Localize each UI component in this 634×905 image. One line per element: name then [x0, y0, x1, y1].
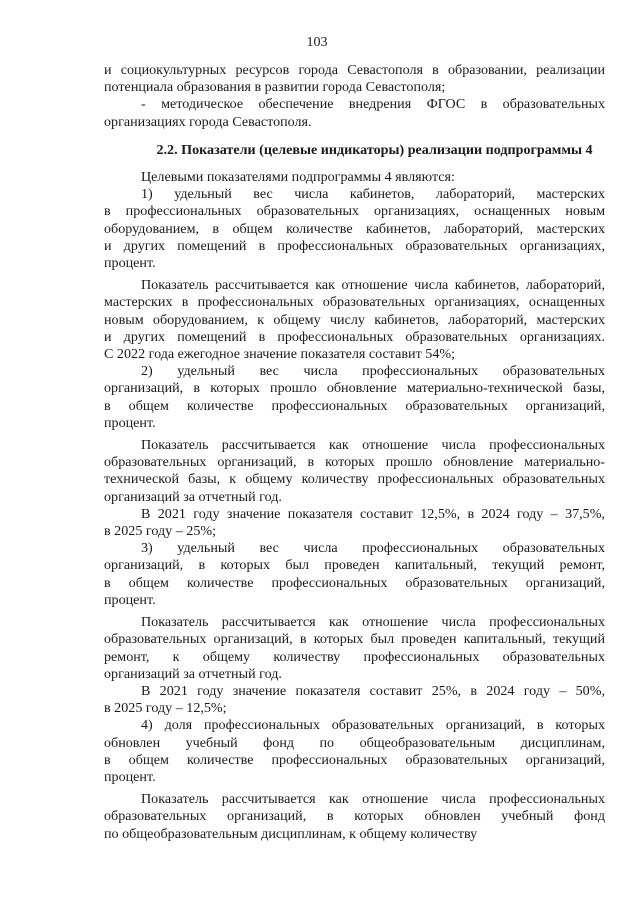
text-line: в общем количестве профессиональных образовательных организаций, — [104, 751, 605, 768]
text-line: в профессиональных образовательных организациях, оснащенных новым — [104, 203, 605, 220]
text-line: Целевыми показателями подпрограммы 4 являются: — [141, 169, 455, 186]
text-line: и других помещений в профессиональных образовательных организациях, — [104, 237, 605, 254]
text-line: организациях города Севастополя. — [104, 113, 312, 130]
text-line: 2) удельный вес числа профессиональных образовательных — [141, 363, 605, 380]
text-line: технической базы, к общему количеству профессиональных образовательных — [104, 471, 605, 488]
text-line: в общем количестве профессиональных образовательных организаций, — [104, 574, 605, 591]
text-line: процент. — [104, 768, 156, 785]
text-line: процент. — [104, 591, 156, 608]
text-line: новым оборудованием, к общему числу кабинетов, лабораторий, мастерских — [104, 311, 605, 328]
text-line: Показатель рассчитывается как отношение числа кабинетов, лабораторий, — [141, 277, 605, 294]
document-body — [104, 62, 605, 843]
text-line: организаций за отчетный год. — [104, 665, 282, 682]
text-line: оборудованием, в общем количестве кабинетов, лабораторий, мастерских — [104, 220, 605, 237]
text-line: организаций за отчетный год. — [104, 488, 282, 505]
text-line: 3) удельный вес числа профессиональных образовательных — [141, 540, 605, 557]
text-line: в 2025 году – 25%; — [104, 523, 217, 540]
text-line: в 2025 году – 12,5%; — [104, 700, 227, 717]
text-line: образовательных организаций, в которых обновлен учебный фонд — [104, 808, 605, 825]
text-line: по общеобразовательным дисциплинам, к общему количеству — [104, 825, 478, 842]
section-heading: 2.2. Показатели (целевые индикаторы) реализации подпрограммы 4 — [156, 141, 593, 158]
text-line: обновлен учебный фонд по общеобразовательным дисциплинам, — [104, 734, 605, 751]
text-line: в общем количестве профессиональных образовательных организаций, — [104, 397, 605, 414]
text-line: образовательных организаций, в которых был проведен капитальный, текущий — [104, 631, 605, 648]
text-line: Показатель рассчитывается как отношение числа профессиональных — [141, 437, 605, 454]
text-line: Показатель рассчитывается как отношение числа профессиональных — [141, 791, 605, 808]
text-line: образовательных организаций, в которых прошло обновление материально- — [104, 454, 605, 471]
text-line: и других помещений в профессиональных образовательных организациях. — [104, 328, 605, 345]
text-line: Показатель рассчитывается как отношение числа профессиональных — [141, 614, 605, 631]
text-line: процент. — [104, 255, 156, 272]
section-body — [104, 169, 605, 843]
text-line: В 2021 году значение показателя составит 25%, в 2024 году – 50%, — [141, 682, 605, 699]
text-line: мастерских в профессиональных образовательных организациях, оснащенных — [104, 294, 605, 311]
preceding-text — [104, 62, 605, 131]
text-line: 4) доля профессиональных образовательных организаций, в которых — [141, 717, 605, 734]
text-line: С 2022 года ежегодное значение показателя составит 54%; — [104, 346, 456, 363]
text-line: 1) удельный вес числа кабинетов, лабораторий, мастерских — [141, 186, 605, 203]
text-line: и социокультурных ресурсов города Севастополя в образовании, реализации — [104, 62, 605, 78]
text-line: потенциала образования в развитии города Севастополя; — [104, 79, 446, 96]
text-line: организаций, в которых был проведен капитальный, текущий ремонт, — [104, 557, 605, 574]
text-line: - методическое обеспечение внедрения ФГОС в образовательных — [141, 96, 605, 113]
text-line: ремонт, к общему количеству профессиональных образовательных — [104, 648, 605, 665]
text-line: В 2021 году значение показателя составит 12,5%, в 2024 году – 37,5%, — [141, 505, 605, 522]
text-line: процент. — [104, 414, 156, 431]
page-number: 103 — [306, 35, 328, 50]
text-line: организаций, в которых прошло обновление материально-технической базы, — [104, 380, 605, 397]
